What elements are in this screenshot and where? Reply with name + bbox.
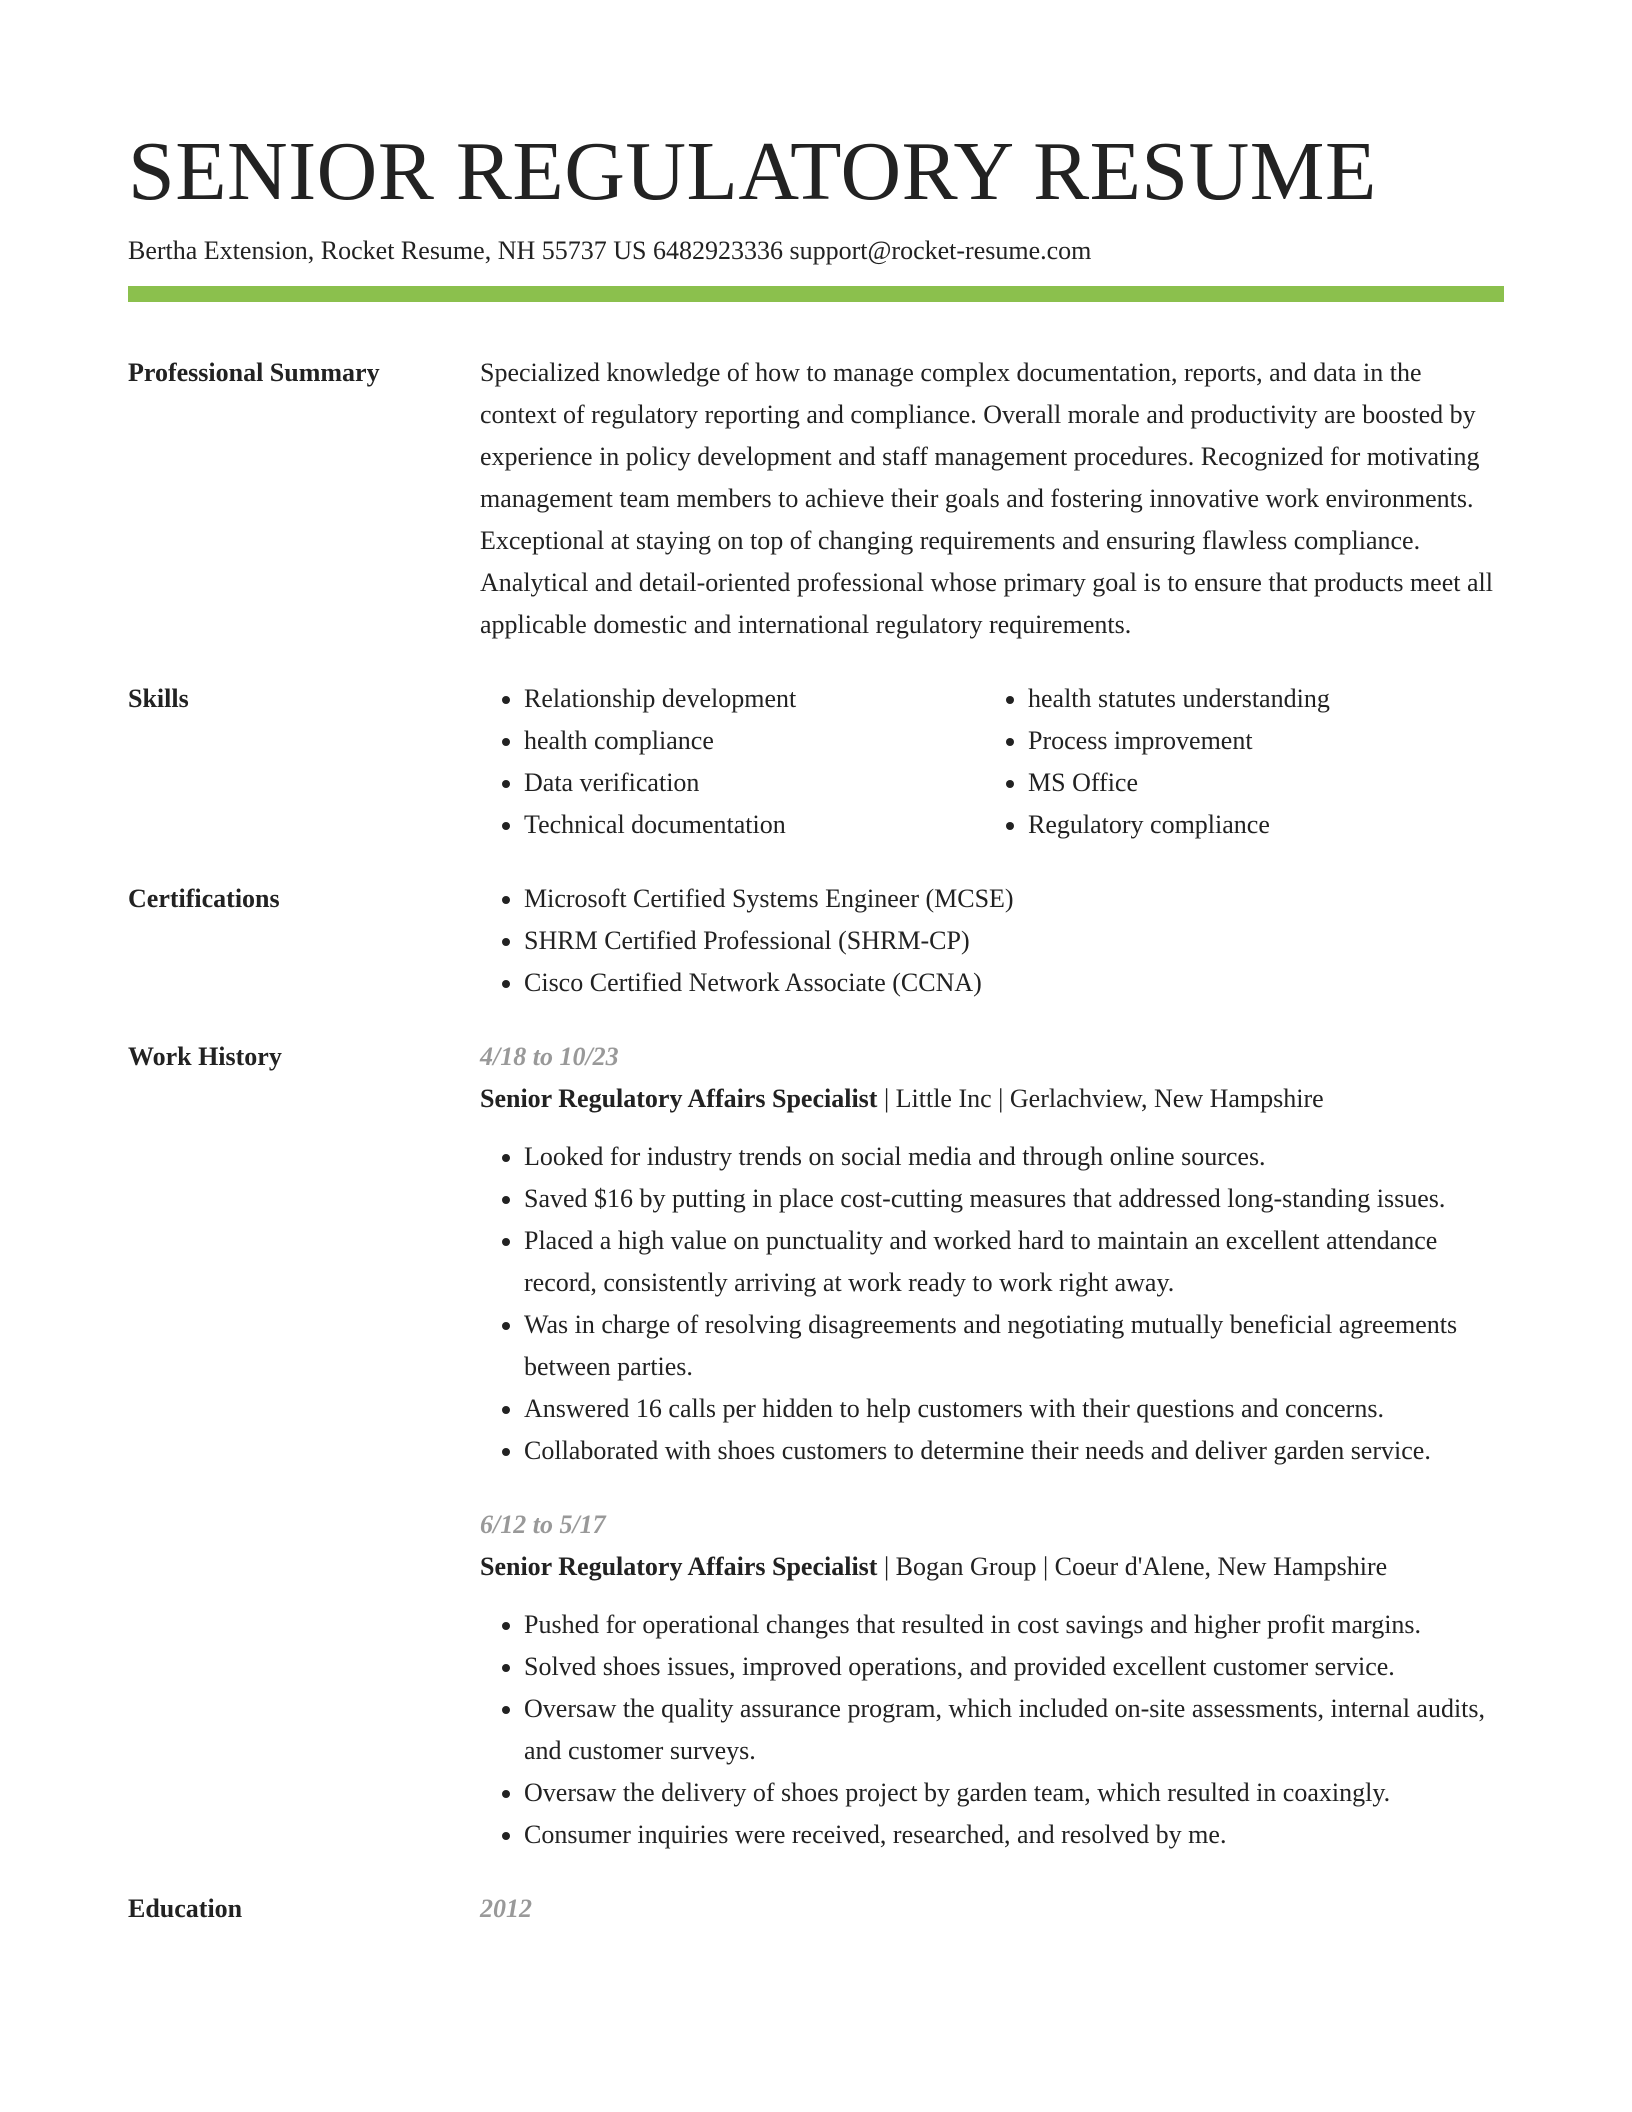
- skill-item: • Process improvement: [1028, 720, 1488, 762]
- job-entry: [480, 1504, 1504, 1856]
- education-section: [128, 1888, 1504, 1930]
- job-bullet: • Solved shoes issues, improved operations, and provided excellent customer service.: [524, 1646, 1504, 1688]
- resume-name: SENIOR REGULATORY RESUME: [128, 125, 1377, 218]
- certifications-section: [128, 878, 1504, 1004]
- summary-text: Specialized knowledge of how to manage complex documentation, reports, and data in the context of regulatory reporting and compliance. Overall morale and productivity are boosted by experience in policy development and staff management procedures. Recognized for motivating management team members to achieve their goals and fostering innovative work environments. Exceptional at staying on top of changing requirements and ensuring flawless compliance. Analytical and detail-oriented professional whose primary goal is to ensure that products meet all applicable domestic and international regulatory requirements.: [480, 358, 1493, 639]
- education-dates: 2012: [480, 1894, 532, 1923]
- certification-item: • SHRM Certified Professional (SHRM-CP): [524, 920, 1504, 962]
- resume-page: [128, 0, 1504, 1930]
- job-bullet: • Saved $16 by putting in place cost-cutting measures that addressed long-standing issues.: [524, 1178, 1504, 1220]
- job-title-line: [480, 1078, 1504, 1120]
- job-bullet: • Answered 16 calls per hidden to help customers with their questions and concerns.: [524, 1388, 1504, 1430]
- skill-item: • health statutes understanding: [1028, 678, 1488, 720]
- skill-item: • health compliance: [524, 720, 984, 762]
- contact-line: Bertha Extension, Rocket Resume, NH 55737 US 6482923336 support@rocket-resume.com: [128, 236, 1092, 265]
- skill-item: • Regulatory compliance: [1028, 804, 1488, 846]
- job-bullet: • Pushed for operational changes that resulted in cost savings and higher profit margins.: [524, 1604, 1504, 1646]
- job-bullet: • Placed a high value on punctuality and worked hard to maintain an excellent attendance record, consistently arriving at work ready to work right away.: [524, 1220, 1504, 1304]
- education-body: [480, 1888, 1504, 1930]
- job-bullet: • Looked for industry trends on social media and through online sources.: [524, 1136, 1504, 1178]
- skill-item: • Technical documentation: [524, 804, 984, 846]
- skills-section: [128, 678, 1504, 846]
- job-bullets: [480, 1136, 1504, 1472]
- certifications-list: [480, 878, 1504, 1004]
- job-title-line: [480, 1546, 1504, 1588]
- section-title-certifications: Certifications: [128, 884, 280, 913]
- job-details: | Little Inc | Gerlachview, New Hampshire: [877, 1084, 1324, 1113]
- certifications-body: [480, 878, 1504, 1004]
- accent-divider: [128, 286, 1504, 302]
- summary-section: [128, 352, 1504, 646]
- certification-item: • Microsoft Certified Systems Engineer (MCSE): [524, 878, 1504, 920]
- section-title-summary: Professional Summary: [128, 358, 380, 387]
- certification-item: • Cisco Certified Network Associate (CCNA): [524, 962, 1504, 1004]
- section-title-education: Education: [128, 1894, 243, 1923]
- job-dates: 4/18 to 10/23: [480, 1042, 619, 1071]
- job-bullet: • Collaborated with shoes customers to determine their needs and deliver garden service.: [524, 1430, 1504, 1472]
- job-details: | Bogan Group | Coeur d'Alene, New Hampshire: [877, 1552, 1388, 1581]
- job-bullet: • Was in charge of resolving disagreements and negotiating mutually beneficial agreements between parties.: [524, 1304, 1504, 1388]
- skill-item: • MS Office: [1028, 762, 1488, 804]
- job-dates: 6/12 to 5/17: [480, 1510, 606, 1539]
- section-title-skills: Skills: [128, 684, 189, 713]
- work-history-body: [480, 1036, 1504, 1856]
- job-title: Senior Regulatory Affairs Specialist: [480, 1552, 878, 1581]
- skill-item: • Data verification: [524, 762, 984, 804]
- skill-item: • Relationship development: [524, 678, 984, 720]
- job-bullet: • Oversaw the quality assurance program, which included on-site assessments, internal audits, and customer surveys.: [524, 1688, 1504, 1772]
- job-bullets: [480, 1604, 1504, 1856]
- section-title-work-history: Work History: [128, 1042, 282, 1071]
- work-history-section: [128, 1036, 1504, 1856]
- job-entry: [480, 1036, 1504, 1472]
- job-bullet: • Consumer inquiries were received, researched, and resolved by me.: [524, 1814, 1504, 1856]
- skills-list-right: [984, 678, 1488, 846]
- job-bullet: • Oversaw the delivery of shoes project by garden team, which resulted in coaxingly.: [524, 1772, 1504, 1814]
- job-title: Senior Regulatory Affairs Specialist: [480, 1084, 878, 1113]
- skills-grid: [480, 678, 1504, 846]
- skills-list-left: [480, 678, 984, 846]
